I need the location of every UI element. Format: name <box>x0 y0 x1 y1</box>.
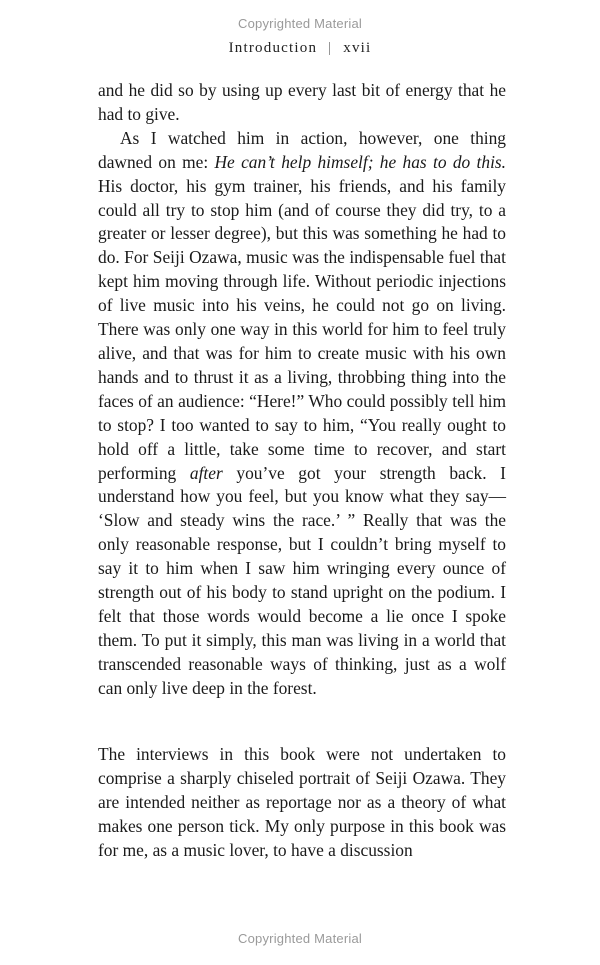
paragraph-main-text-b: His doctor, his gym trainer, his friends, and his family could all try to stop him (and of course they did try, to a greater or lesser degree), but this was something he had to do. For Seiji Ozawa, music was the indispensable fuel that kept him moving through life. Without periodic injections of live music into his veins, he could not go on living. There was only one way in this world for him to feel truly alive, and that was for him to create music with his own hands and to thrust it as a living, throbbing thing into the faces of an audience: “Here!” Who could possibly tell him to stop? I too wanted to say to him, “You really ought to hold off a little, take some time to recover, and start performing <box>98 175 506 483</box>
running-head <box>0 40 600 57</box>
paragraph-main-text-c: you’ve got your strength back. I understand how you feel, but you know what they say— ‘Slow and steady wins the race.’ ” Really that was the only reasonable response, but I couldn’t bring myself to say it to him when I saw him wringing every ounce of strength out of his body to stand upright on the podium. I felt that those words would become a lie once I spoke them. To put it simply, this man was living in a world that transcended reasonable ways of thinking, just as a wolf can only live deep in the forest. <box>98 462 506 698</box>
page-number: xvii <box>343 40 372 56</box>
body-text-bottom <box>98 743 506 863</box>
paragraph-main-emphasis-1: He can’t help himself; he has to do this. <box>214 151 507 172</box>
paragraph-main <box>98 127 506 701</box>
paragraph-section-start: The interviews in this book were not undertaken to comprise a sharply chiseled portrait of Seiji Ozawa. They are intended neither as reportage nor as a theory of what makes one person tick. My only purpose in this book was for me, as a music lover, to have a discussion <box>98 744 506 860</box>
body-text-top <box>98 79 506 701</box>
paragraph-continuation: and he did so by using up every last bit of energy that he had to give. <box>98 80 506 124</box>
running-head-separator: | <box>328 40 333 56</box>
chapter-title: Introduction <box>228 40 318 56</box>
paragraph-main-text-a: As I watched him in action, however, one thing dawned on me: <box>98 127 506 172</box>
copyright-watermark-bottom: Copyrighted Material <box>238 931 362 946</box>
copyright-watermark-top: Copyrighted Material <box>238 16 362 31</box>
paragraph-main-emphasis-2: after <box>189 462 223 483</box>
